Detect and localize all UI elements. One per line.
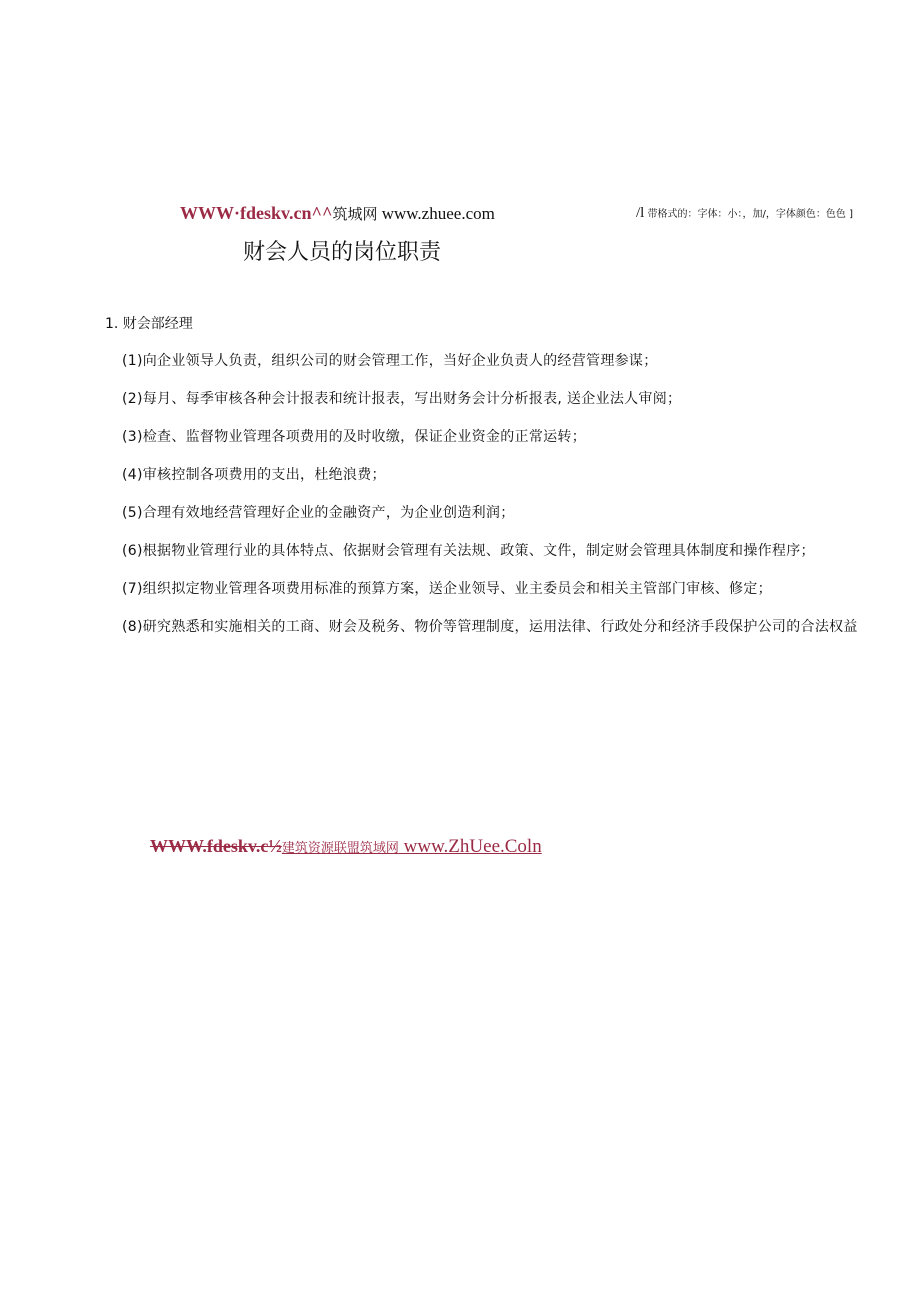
header-site-name: 筑城网 <box>332 205 378 223</box>
format-annotation-text: 带格式的：字体：小：，加/，字体颜色：色色 ] <box>644 209 853 220</box>
header-brand-text: WWW·fdeskv.cn^^ <box>180 203 333 223</box>
page-title: 财会人员的岗位职责 <box>243 240 442 265</box>
duty-item: (3)检查、监督物业管理各项费用的及时收缴，保证企业资金的正常运转； <box>122 429 587 445</box>
footer-brand-text: WWW.fdeskv.c½ <box>150 836 282 856</box>
footer-site-url-link[interactable]: www.ZhUee.Coln <box>398 836 542 857</box>
duty-item: (7)组织拟定物业管理各项费用标准的预算方案，送企业领导、业主委员会和相关主管部门审核、修定； <box>122 581 772 597</box>
header-watermark-line <box>180 202 495 225</box>
format-annotation <box>636 205 853 223</box>
header-site-url: www.zhuee.com <box>377 204 495 223</box>
duty-item: (1)向企业领导人负责，组织公司的财会管理工作，当好企业负责人的经营管理参谋； <box>122 353 658 369</box>
section-heading: 1. 财会部经理 <box>105 316 193 332</box>
format-annotation-prefix: /l <box>636 205 645 221</box>
duty-item: (6)根据物业管理行业的具体特点、依据财会管理有关法规、政策、文件，制定财会管理具体制度和操作程序； <box>122 543 815 559</box>
duty-list <box>122 350 858 654</box>
duty-item: (2)每月、每季审核各种会计报表和统计报表，写出财务会计分析报表, 送企业法人审阅； <box>122 391 682 407</box>
footer-site-name: 建筑资源联盟筑域网 <box>281 841 399 856</box>
duty-item: (8)研究熟悉和实施相关的工商、财会及税务、物价等管理制度，运用法律、行政处分和经济手段保护公司的合法权益 <box>122 619 858 635</box>
duty-item: (5)合理有效地经营管理好企业的金融资产，为企业创造利润； <box>122 505 515 521</box>
duty-item: (4)审核控制各项费用的支出，杜绝浪费； <box>122 467 386 483</box>
footer-watermark-line <box>150 835 542 860</box>
